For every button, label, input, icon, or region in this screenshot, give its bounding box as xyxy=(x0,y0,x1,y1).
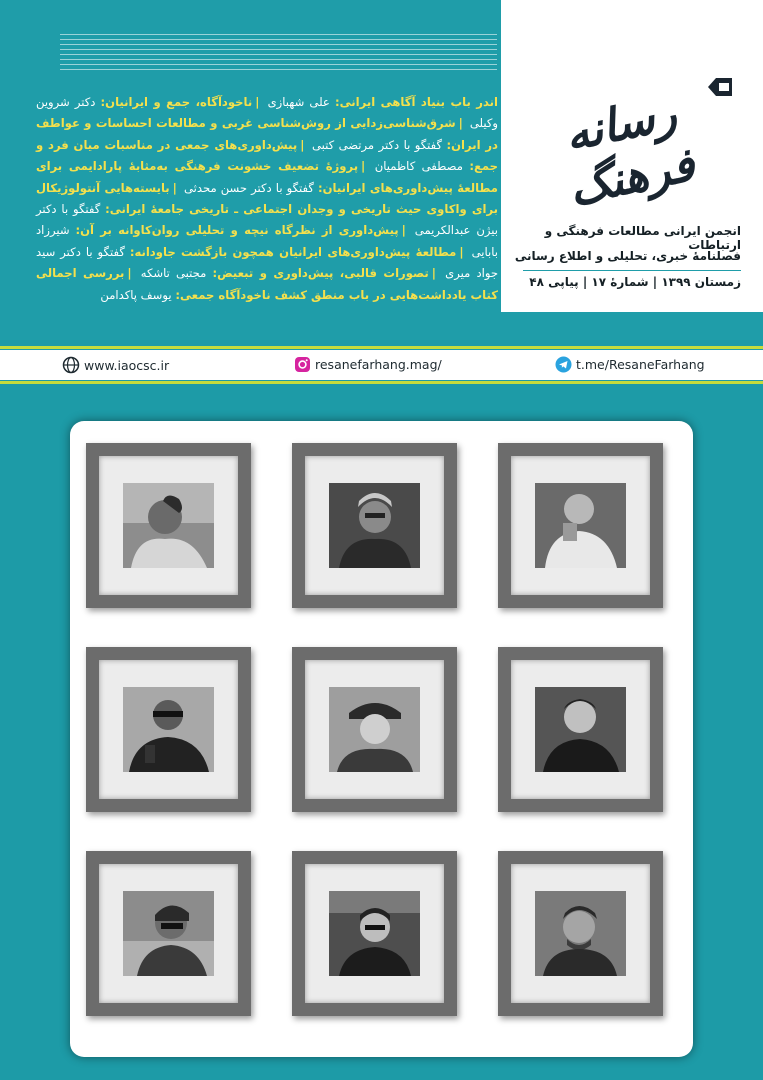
website-text: www.iaocsc.ir xyxy=(84,357,170,373)
toc-author: گفتگو با دکتر مرتضی کتبی xyxy=(307,137,447,152)
portrait-photo xyxy=(535,891,626,976)
toc-title: ناخودآگاه، جمع و ایرانیان: xyxy=(100,95,253,109)
portrait-photo xyxy=(329,483,420,568)
toc-title: مطالعۀ پیش‌داوری‌های ایرانیان همچون بازگشت جاودانه: xyxy=(129,244,457,259)
toc-author: علی شهبازی xyxy=(262,95,335,109)
toc-author: گفتگو با دکتر حسن محدثی xyxy=(179,180,318,195)
association-name: انجمن ایرانی مطالعات فرهنگی و ارتباطات xyxy=(544,224,741,252)
toc-separator: | xyxy=(401,223,406,238)
toc-title: پیش‌داوری‌های جمعی در مناسبات میان فرد و جمع: xyxy=(36,137,498,174)
toc-title: پروژۀ تضعیف خشونت فرهنگی به‌مثابۀ پارادایمی برای مطالعۀ پیش‌داوری‌های ایرانیان: xyxy=(36,159,498,195)
toc-separator: | xyxy=(300,137,305,152)
instagram-text: resanefarhang.mag/ xyxy=(315,357,442,372)
telegram-text: t.me/ResaneFarhang xyxy=(576,357,705,372)
portrait-frame xyxy=(86,443,251,608)
portrait-frame xyxy=(498,647,663,812)
portrait-photo xyxy=(329,891,420,976)
bottom-rule xyxy=(0,381,763,384)
toc-separator: | xyxy=(458,116,463,131)
portrait-frame xyxy=(498,443,663,608)
globe-icon xyxy=(62,356,80,374)
toc-separator: | xyxy=(255,95,260,109)
portrait-frame xyxy=(292,647,457,812)
toc-separator: | xyxy=(172,180,177,195)
toc-separator: | xyxy=(431,266,437,281)
table-of-contents xyxy=(36,92,498,306)
portrait-photo xyxy=(123,891,214,976)
toc-separator: | xyxy=(127,266,132,281)
instagram-link[interactable] xyxy=(294,356,442,373)
toc-title: پیش‌داوری از نظرگاه نیچه و تحلیلی روان‌کاوانه بر آن: xyxy=(75,223,399,238)
website-link[interactable] xyxy=(62,356,169,374)
portrait-gallery xyxy=(70,421,693,1057)
toc-author: مصطفی کاظمیان xyxy=(368,159,470,174)
magazine-description: فصلنامۀ خبری، تحلیلی و اطلاع رسانی xyxy=(514,249,741,263)
toc-title: بررسی اجمالی کتاب یادداشت‌هایی در باب منطق کشف ناخودآگاه جمعی: xyxy=(36,266,498,302)
portrait-photo xyxy=(329,687,420,772)
toc-author: گفتگو با دکتر بیژن عبدالکریمی xyxy=(36,202,498,238)
contact-bar xyxy=(0,350,763,380)
portrait-frame xyxy=(498,851,663,1016)
portrait-frame xyxy=(292,851,457,1016)
toc-author: دکتر شروین وکیلی xyxy=(36,95,498,131)
portrait-frame xyxy=(292,443,457,608)
toc-author: یوسف پاکدامن xyxy=(100,287,176,302)
issue-info: زمستان ۱۳۹۹ | شمارۀ ۱۷ | پیاپی ۴۸ xyxy=(523,270,741,289)
decorative-stripes xyxy=(60,34,497,74)
toc-separator: | xyxy=(361,159,366,174)
toc-author: شیرزاد بابایی xyxy=(36,223,498,259)
instagram-icon xyxy=(294,356,311,373)
toc-title: بایسته‌هایی آنتولوژیکال برای واکاوی حیث تاریخی و وجدان اجتماعی ـ تاریخی جامعۀ ایرانی: xyxy=(36,180,499,217)
toc-title: شرق‌شناسی‌زدایی از روش‌شناسی غربی و مطالعات احساسات و عواطف در ایران: xyxy=(36,116,498,152)
portrait-photo xyxy=(123,687,214,772)
portrait-frame xyxy=(86,851,251,1016)
toc-title: تصورات قالبی، پیش‌داوری و تبعیض: xyxy=(212,266,429,281)
toc-title: اندر باب بنیاد آگاهی ایرانی: xyxy=(334,95,498,109)
brand-panel xyxy=(501,0,763,312)
toc-author: گفتگو با دکتر سید جواد میری xyxy=(36,244,498,281)
top-rule xyxy=(0,346,763,349)
toc-separator: | xyxy=(459,244,464,259)
toc-author: مجتبی تاشکه xyxy=(134,266,213,281)
portrait-photo xyxy=(123,483,214,568)
portrait-frame xyxy=(86,647,251,812)
telegram-link[interactable] xyxy=(555,356,705,373)
portrait-photo xyxy=(535,687,626,772)
telegram-icon xyxy=(555,356,572,373)
magazine-logo: رسانه فرهنگ xyxy=(559,85,700,216)
portrait-photo xyxy=(535,483,626,568)
